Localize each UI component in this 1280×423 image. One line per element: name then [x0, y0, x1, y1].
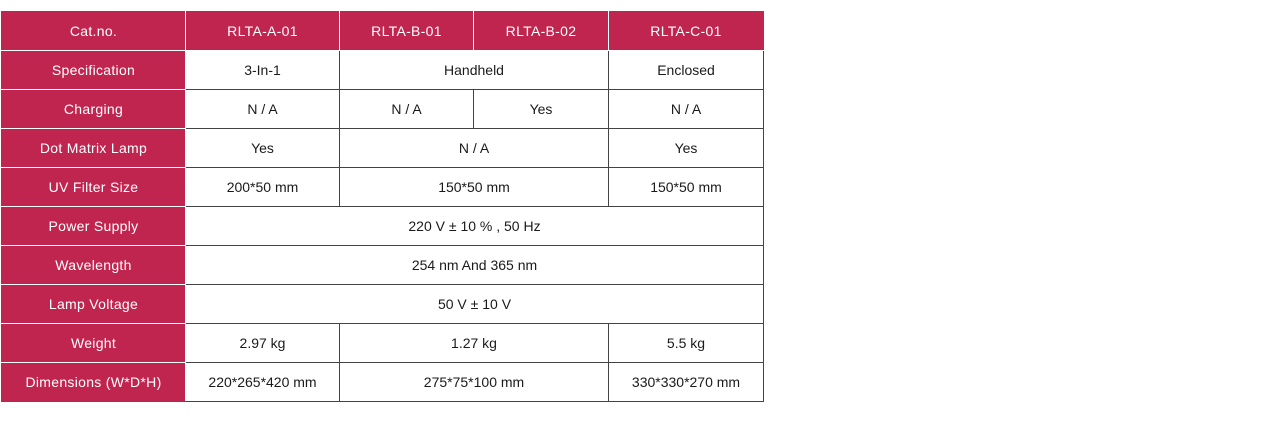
row-dot-matrix-lamp — [2, 129, 764, 168]
cell-dimensions-c01: 330*330*270 mm — [609, 363, 764, 402]
row-weight — [2, 324, 764, 363]
cell-specification-b: Handheld — [340, 51, 609, 90]
row-lamp-voltage — [2, 285, 764, 324]
row-label-wavelength: Wavelength — [2, 246, 186, 285]
row-label-dot-matrix-lamp: Dot Matrix Lamp — [2, 129, 186, 168]
row-charging — [2, 90, 764, 129]
row-label-lamp-voltage: Lamp Voltage — [2, 285, 186, 324]
cell-weight-b: 1.27 kg — [340, 324, 609, 363]
row-label-dimensions: Dimensions (W*D*H) — [2, 363, 186, 402]
cell-charging-a01: N / A — [186, 90, 340, 129]
cell-specification-a01: 3-In-1 — [186, 51, 340, 90]
row-label-charging: Charging — [2, 90, 186, 129]
row-power-supply — [2, 207, 764, 246]
row-wavelength — [2, 246, 764, 285]
cell-dot-matrix-lamp-b: N / A — [340, 129, 609, 168]
cell-weight-c01: 5.5 kg — [609, 324, 764, 363]
cell-dot-matrix-lamp-a01: Yes — [186, 129, 340, 168]
header-model-b02: RLTA-B-02 — [474, 12, 609, 51]
cell-dimensions-b: 275*75*100 mm — [340, 363, 609, 402]
product-spec-table — [1, 11, 764, 402]
cell-uv-filter-size-b: 150*50 mm — [340, 168, 609, 207]
cell-wavelength-all: 254 nm And 365 nm — [186, 246, 764, 285]
cell-dimensions-a01: 220*265*420 mm — [186, 363, 340, 402]
header-model-b01: RLTA-B-01 — [340, 12, 474, 51]
spec-table-container — [1, 11, 764, 402]
row-uv-filter-size — [2, 168, 764, 207]
row-dimensions — [2, 363, 764, 402]
row-label-power-supply: Power Supply — [2, 207, 186, 246]
header-model-a01: RLTA-A-01 — [186, 12, 340, 51]
cell-uv-filter-size-a01: 200*50 mm — [186, 168, 340, 207]
row-label-weight: Weight — [2, 324, 186, 363]
row-specification — [2, 51, 764, 90]
cell-lamp-voltage-all: 50 V ± 10 V — [186, 285, 764, 324]
cell-dot-matrix-lamp-c01: Yes — [609, 129, 764, 168]
cell-specification-c01: Enclosed — [609, 51, 764, 90]
cell-charging-c01: N / A — [609, 90, 764, 129]
cell-weight-a01: 2.97 kg — [186, 324, 340, 363]
header-model-c01: RLTA-C-01 — [609, 12, 764, 51]
header-cat-no: Cat.no. — [2, 12, 186, 51]
row-label-specification: Specification — [2, 51, 186, 90]
cell-uv-filter-size-c01: 150*50 mm — [609, 168, 764, 207]
cell-charging-b01: N / A — [340, 90, 474, 129]
cell-power-supply-all: 220 V ± 10 % , 50 Hz — [186, 207, 764, 246]
cell-charging-b02: Yes — [474, 90, 609, 129]
row-label-uv-filter-size: UV Filter Size — [2, 168, 186, 207]
header-row — [2, 12, 764, 51]
